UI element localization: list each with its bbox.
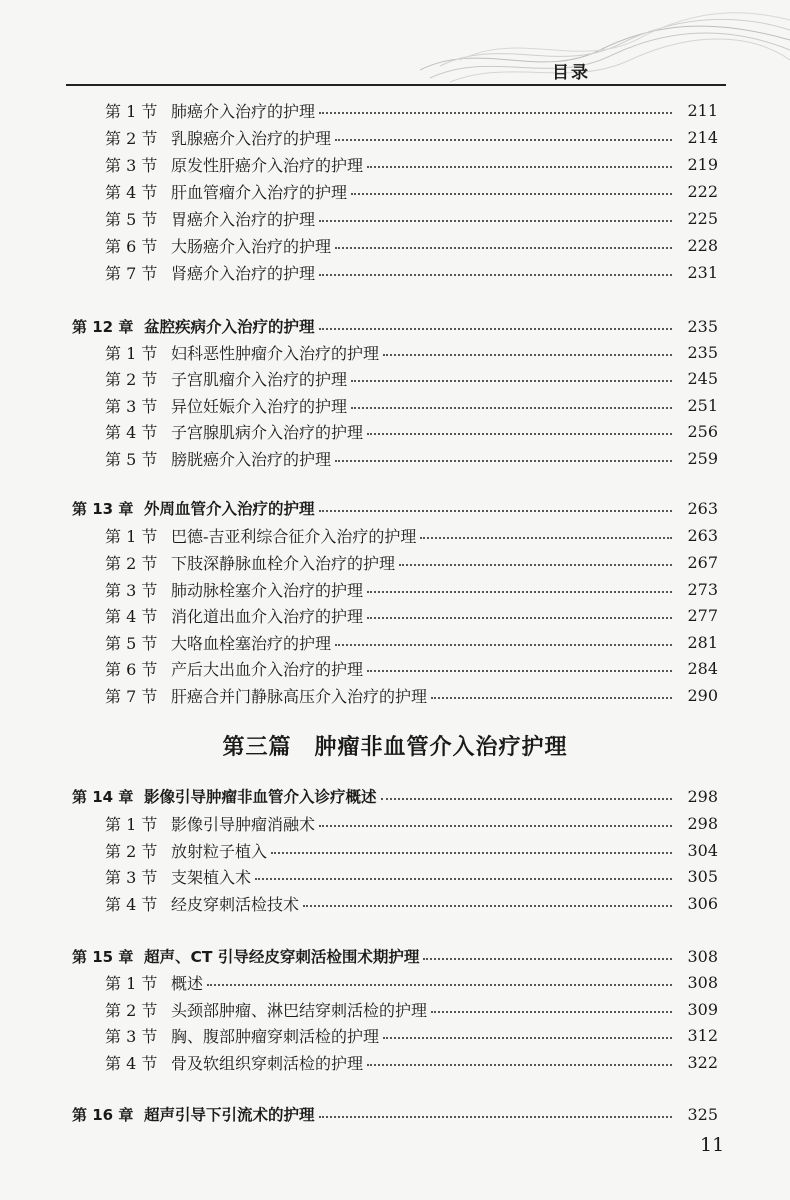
entry-label: 第 3 节 [105, 1026, 158, 1046]
entry-title: 肺癌介入治疗的护理 [171, 101, 316, 121]
header-rule [66, 84, 726, 86]
dot-leader [335, 139, 672, 141]
entry-title: 大咯血栓塞治疗的护理 [171, 633, 332, 653]
entry-title: 肝血管瘤介入治疗的护理 [171, 182, 348, 202]
entry-page-number: 263 [687, 525, 718, 545]
dot-leader [207, 984, 672, 986]
entry-page-number: 235 [687, 316, 718, 336]
chapter-entry [0, 943, 790, 969]
entry-title: 胸、腹部肿瘤穿刺活检的护理 [171, 1026, 380, 1046]
entry-page-number: 290 [687, 685, 718, 705]
section-entry [0, 205, 790, 231]
section-entry [0, 445, 790, 471]
section-entry [0, 810, 790, 836]
entry-title: 经皮穿刺活检技术 [171, 894, 300, 914]
entry-title: 大肠癌介入治疗的护理 [171, 236, 332, 256]
entry-label: 第 4 节 [105, 894, 158, 914]
entry-label: 第 1 节 [105, 973, 158, 993]
entry-page-number: 305 [687, 866, 718, 886]
chapter-entry [0, 495, 790, 521]
entry-title: 肾癌介入治疗的护理 [171, 263, 316, 283]
section-entry [0, 97, 790, 123]
section-entry [0, 655, 790, 681]
section-entry [0, 969, 790, 995]
entry-label: 第 5 节 [105, 209, 158, 229]
section-entry [0, 629, 790, 655]
entry-page-number: 298 [687, 813, 718, 833]
entry-title: 肝癌合并门静脉高压介入治疗的护理 [171, 686, 428, 706]
entry-label: 第 3 节 [105, 396, 158, 416]
dot-leader [399, 564, 672, 566]
dot-leader [383, 354, 672, 356]
entry-page-number: 322 [687, 1052, 718, 1072]
entry-label: 第 13 章 [72, 499, 134, 518]
entry-label: 第 6 节 [105, 659, 158, 679]
entry-label: 第 15 章 [72, 947, 134, 966]
entry-label: 第 4 节 [105, 182, 158, 202]
dot-leader [319, 274, 672, 276]
entry-title: 下肢深静脉血栓介入治疗的护理 [171, 553, 396, 573]
dot-leader [319, 510, 672, 512]
entry-label: 第 1 节 [105, 101, 158, 121]
dot-leader [351, 193, 672, 195]
dot-leader [367, 433, 672, 435]
entry-label: 第 2 节 [105, 1000, 158, 1020]
entry-label: 第 4 节 [105, 606, 158, 626]
entry-page-number: 263 [687, 498, 718, 518]
dot-leader [255, 878, 672, 880]
entry-label: 第 2 节 [105, 369, 158, 389]
entry-title: 影像引导肿瘤消融术 [171, 814, 316, 834]
entry-title: 产后大出血介入治疗的护理 [171, 659, 364, 679]
section-entry [0, 339, 790, 365]
entry-label: 第 1 节 [105, 526, 158, 546]
entry-label: 第 3 节 [105, 867, 158, 887]
entry-label: 第 4 节 [105, 422, 158, 442]
entry-title: 超声引导下引流术的护理 [144, 1106, 315, 1124]
entry-label: 第 2 节 [105, 841, 158, 861]
entry-label: 第 14 章 [72, 787, 134, 806]
dot-leader [383, 1037, 672, 1039]
section-entry [0, 890, 790, 916]
entry-title: 膀胱癌介入治疗的护理 [171, 449, 332, 469]
entry-page-number: 235 [687, 342, 718, 362]
section-entry [0, 576, 790, 602]
dot-leader [335, 247, 672, 249]
entry-page-number: 304 [687, 840, 718, 860]
entry-title: 头颈部肿瘤、淋巴结穿刺活检的护理 [171, 1000, 428, 1020]
entry-page-number: 219 [687, 154, 718, 174]
dot-leader [367, 670, 672, 672]
section-entry [0, 365, 790, 391]
dot-leader [319, 1116, 672, 1118]
dot-leader [335, 460, 672, 462]
dot-leader [431, 1011, 672, 1013]
dot-leader [319, 220, 672, 222]
dot-leader [319, 112, 672, 114]
entry-page-number: 281 [687, 632, 718, 652]
entry-title: 妇科恶性肿瘤介入治疗的护理 [171, 343, 380, 363]
entry-title: 超声、CT 引导经皮穿刺活检围术期护理 [144, 948, 420, 966]
section-entry [0, 124, 790, 150]
section-entry [0, 837, 790, 863]
entry-label: 第 5 节 [105, 449, 158, 469]
entry-page-number: 267 [687, 552, 718, 572]
section-entry [0, 1049, 790, 1075]
entry-title: 乳腺癌介入治疗的护理 [171, 128, 332, 148]
entry-title: 放射粒子植入 [171, 841, 268, 861]
entry-page-number: 325 [687, 1104, 718, 1124]
section-entry [0, 549, 790, 575]
entry-label: 第 4 节 [105, 1053, 158, 1073]
chapter-entry [0, 1101, 790, 1127]
entry-page-number: 308 [687, 946, 718, 966]
section-entry [0, 392, 790, 418]
entry-page-number: 251 [687, 395, 718, 415]
entry-page-number: 298 [687, 786, 718, 806]
entry-title: 影像引导肿瘤非血管介入诊疗概述 [144, 788, 377, 806]
section-entry [0, 151, 790, 177]
dot-leader [367, 1064, 672, 1066]
chapter-entry [0, 783, 790, 809]
section-entry [0, 1022, 790, 1048]
header-title: 目录 [552, 63, 590, 83]
entry-label: 第 1 节 [105, 814, 158, 834]
entry-title: 子宫腺肌病介入治疗的护理 [171, 422, 364, 442]
entry-page-number: 214 [687, 127, 718, 147]
dot-leader [271, 852, 672, 854]
section-entry [0, 863, 790, 889]
entry-label: 第 1 节 [105, 343, 158, 363]
dot-leader [351, 407, 672, 409]
entry-label: 第 3 节 [105, 155, 158, 175]
part-title: 第三篇 肿瘤非血管介入治疗护理 [222, 735, 568, 760]
entry-label: 第 6 节 [105, 236, 158, 256]
entry-title: 骨及软组织穿刺活检的护理 [171, 1053, 364, 1073]
entry-label: 第 5 节 [105, 633, 158, 653]
entry-title: 概述 [171, 973, 204, 993]
entry-label: 第 12 章 [72, 317, 134, 336]
section-entry [0, 996, 790, 1022]
entry-page-number: 312 [687, 1025, 718, 1045]
dot-leader [319, 328, 672, 330]
entry-label: 第 16 章 [72, 1105, 134, 1124]
entry-page-number: 228 [687, 235, 718, 255]
entry-title: 胃癌介入治疗的护理 [171, 209, 316, 229]
section-entry [0, 259, 790, 285]
section-entry [0, 682, 790, 708]
dot-leader [303, 905, 672, 907]
entry-page-number: 222 [687, 181, 718, 201]
entry-title: 外周血管介入治疗的护理 [144, 500, 315, 518]
entry-label: 第 2 节 [105, 128, 158, 148]
entry-page-number: 308 [687, 972, 718, 992]
section-entry [0, 418, 790, 444]
entry-page-number: 309 [687, 999, 718, 1019]
dot-leader [367, 166, 672, 168]
header-decoration [420, 0, 790, 92]
dot-leader [351, 380, 672, 382]
entry-title: 肺动脉栓塞介入治疗的护理 [171, 580, 364, 600]
page-number: 11 [700, 1134, 725, 1156]
entry-page-number: 277 [687, 605, 718, 625]
entry-title: 子宫肌瘤介入治疗的护理 [171, 369, 348, 389]
entry-title: 支架植入术 [171, 867, 252, 887]
entry-label: 第 7 节 [105, 263, 158, 283]
entry-page-number: 211 [687, 100, 718, 120]
entry-page-number: 259 [687, 448, 718, 468]
dot-leader [420, 537, 672, 539]
dot-leader [381, 798, 672, 800]
dot-leader [367, 591, 672, 593]
entry-title: 原发性肝癌介入治疗的护理 [171, 155, 364, 175]
dot-leader [367, 617, 672, 619]
section-entry [0, 522, 790, 548]
entry-title: 异位妊娠介入治疗的护理 [171, 396, 348, 416]
dot-leader [335, 644, 672, 646]
entry-title: 巴德-吉亚利综合征介入治疗的护理 [171, 526, 417, 546]
chapter-entry [0, 313, 790, 339]
entry-page-number: 225 [687, 208, 718, 228]
entry-page-number: 284 [687, 658, 718, 678]
entry-label: 第 2 节 [105, 553, 158, 573]
entry-label: 第 7 节 [105, 686, 158, 706]
entry-page-number: 256 [687, 421, 718, 441]
dot-leader [423, 958, 672, 960]
entry-page-number: 245 [687, 368, 718, 388]
dot-leader [431, 697, 672, 699]
entry-label: 第 3 节 [105, 580, 158, 600]
section-entry [0, 602, 790, 628]
entry-page-number: 273 [687, 579, 718, 599]
entry-title: 盆腔疾病介入治疗的护理 [144, 318, 315, 336]
entry-page-number: 231 [687, 262, 718, 282]
entry-page-number: 306 [687, 893, 718, 913]
entry-title: 消化道出血介入治疗的护理 [171, 606, 364, 626]
section-entry [0, 232, 790, 258]
section-entry [0, 178, 790, 204]
dot-leader [319, 825, 672, 827]
